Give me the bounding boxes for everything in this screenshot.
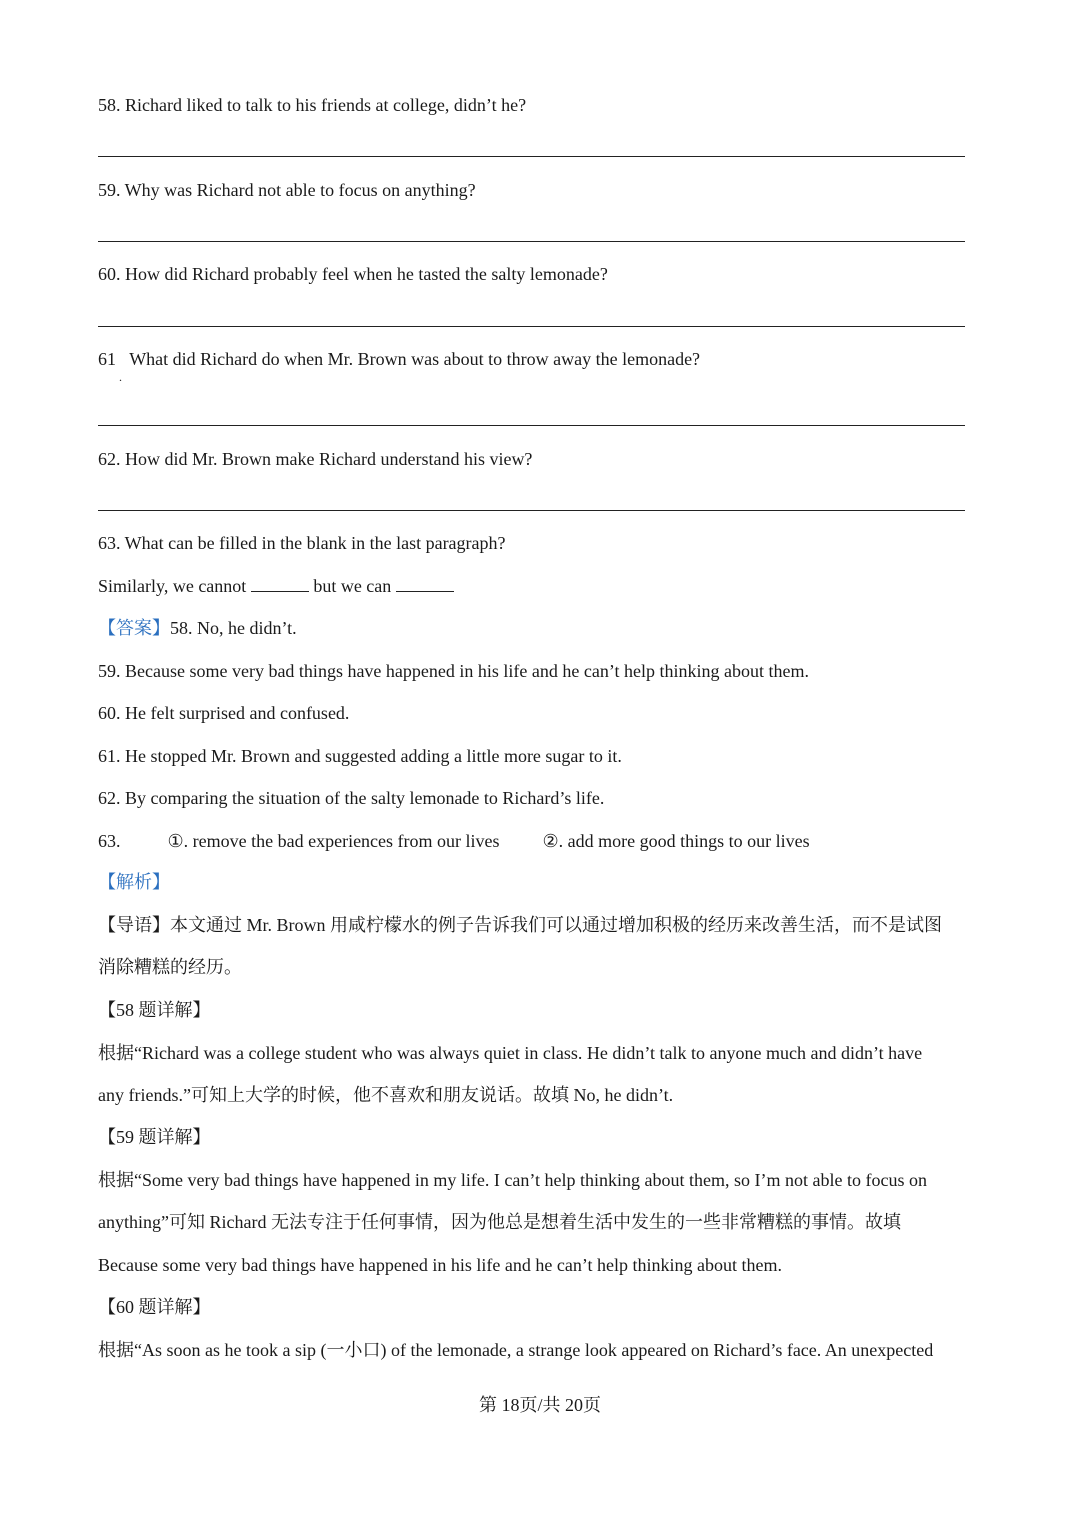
- heading-59: 【59 题详解】: [98, 1127, 211, 1147]
- question-60: 60. How did Richard probably feel when he tasted the salty lemonade?: [98, 264, 608, 284]
- detail-59-line-3: Because some very bad things have happened in his life and he can’t help thinking about them.: [98, 1255, 782, 1275]
- intro-line-2: 消除糟糕的经历。: [98, 957, 242, 977]
- question-61-dot: .: [119, 370, 122, 384]
- question-63: 63. What can be filled in the blank in the last paragraph?: [98, 533, 506, 553]
- question-59: 59. Why was Richard not able to focus on anything?: [98, 180, 476, 200]
- answer-63-part2: ②. add more good things to our lives: [542, 831, 810, 851]
- sentence-part-b: but we can: [313, 576, 392, 596]
- heading-60: 【60 题详解】: [98, 1297, 211, 1317]
- analysis-tag: 【解析】: [98, 872, 170, 892]
- question-63-sentence: [98, 574, 454, 598]
- question-61-number: 61: [98, 349, 116, 369]
- answer-line-60: [98, 326, 965, 327]
- detail-59-line-1: 根据“Some very bad things have happened in my life. I can’t help thinking about them, so I’m not able to focus on: [98, 1170, 927, 1190]
- detail-58-line-2: any friends.”可知上大学的时候，他不喜欢和朋友说话。故填 No, he didn’t.: [98, 1085, 674, 1105]
- answer-63-number: 63.: [98, 831, 121, 851]
- blank-1: [251, 575, 309, 592]
- answer-61: 61. He stopped Mr. Brown and suggested adding a little more sugar to it.: [98, 746, 622, 766]
- answer-63-part1: ①. remove the bad experiences from our lives: [167, 831, 500, 851]
- detail-60-line-1: 根据“As soon as he took a sip (一小口) of the lemonade, a strange look appeared on Richard’s face. An unexpected: [98, 1340, 934, 1360]
- answer-62: 62. By comparing the situation of the salty lemonade to Richard’s life.: [98, 788, 605, 808]
- answer-59: 59. Because some very bad things have happened in his life and he can’t help thinking about them.: [98, 661, 809, 681]
- page-number: 第 18页/共 20页: [478, 1395, 601, 1415]
- heading-58: 【58 题详解】: [98, 1000, 211, 1020]
- question-61-text: What did Richard do when Mr. Brown was about to throw away the lemonade?: [129, 349, 701, 369]
- detail-59-line-2: anything”可知 Richard 无法专注于任何事情，因为他总是想着生活中发生的一些非常糟糕的事情。故填: [98, 1212, 901, 1232]
- answer-63: [98, 829, 810, 853]
- answer-58-text: 58. No, he didn’t.: [170, 618, 297, 638]
- answer-line-61: [98, 425, 965, 426]
- answer-tag: 【答案】: [98, 618, 170, 638]
- answer-60: 60. He felt surprised and confused.: [98, 703, 350, 723]
- answer-line-58: [98, 156, 965, 157]
- detail-58-line-1: 根据“Richard was a college student who was always quiet in class. He didn’t talk to anyone much and didn’t have: [98, 1043, 923, 1063]
- question-62: 62. How did Mr. Brown make Richard understand his view?: [98, 449, 533, 469]
- blank-2: [396, 575, 454, 592]
- answer-line-62: [98, 510, 965, 511]
- answer-58: [98, 616, 297, 640]
- intro-line-1: 【导语】本文通过 Mr. Brown 用咸柠檬水的例子告诉我们可以通过增加积极的经历来改善生活，而不是试图: [98, 915, 943, 935]
- question-61: [98, 347, 700, 371]
- sentence-part-a: Similarly, we cannot: [98, 576, 247, 596]
- answer-line-59: [98, 241, 965, 242]
- question-58: 58. Richard liked to talk to his friends at college, didn’t he?: [98, 95, 527, 115]
